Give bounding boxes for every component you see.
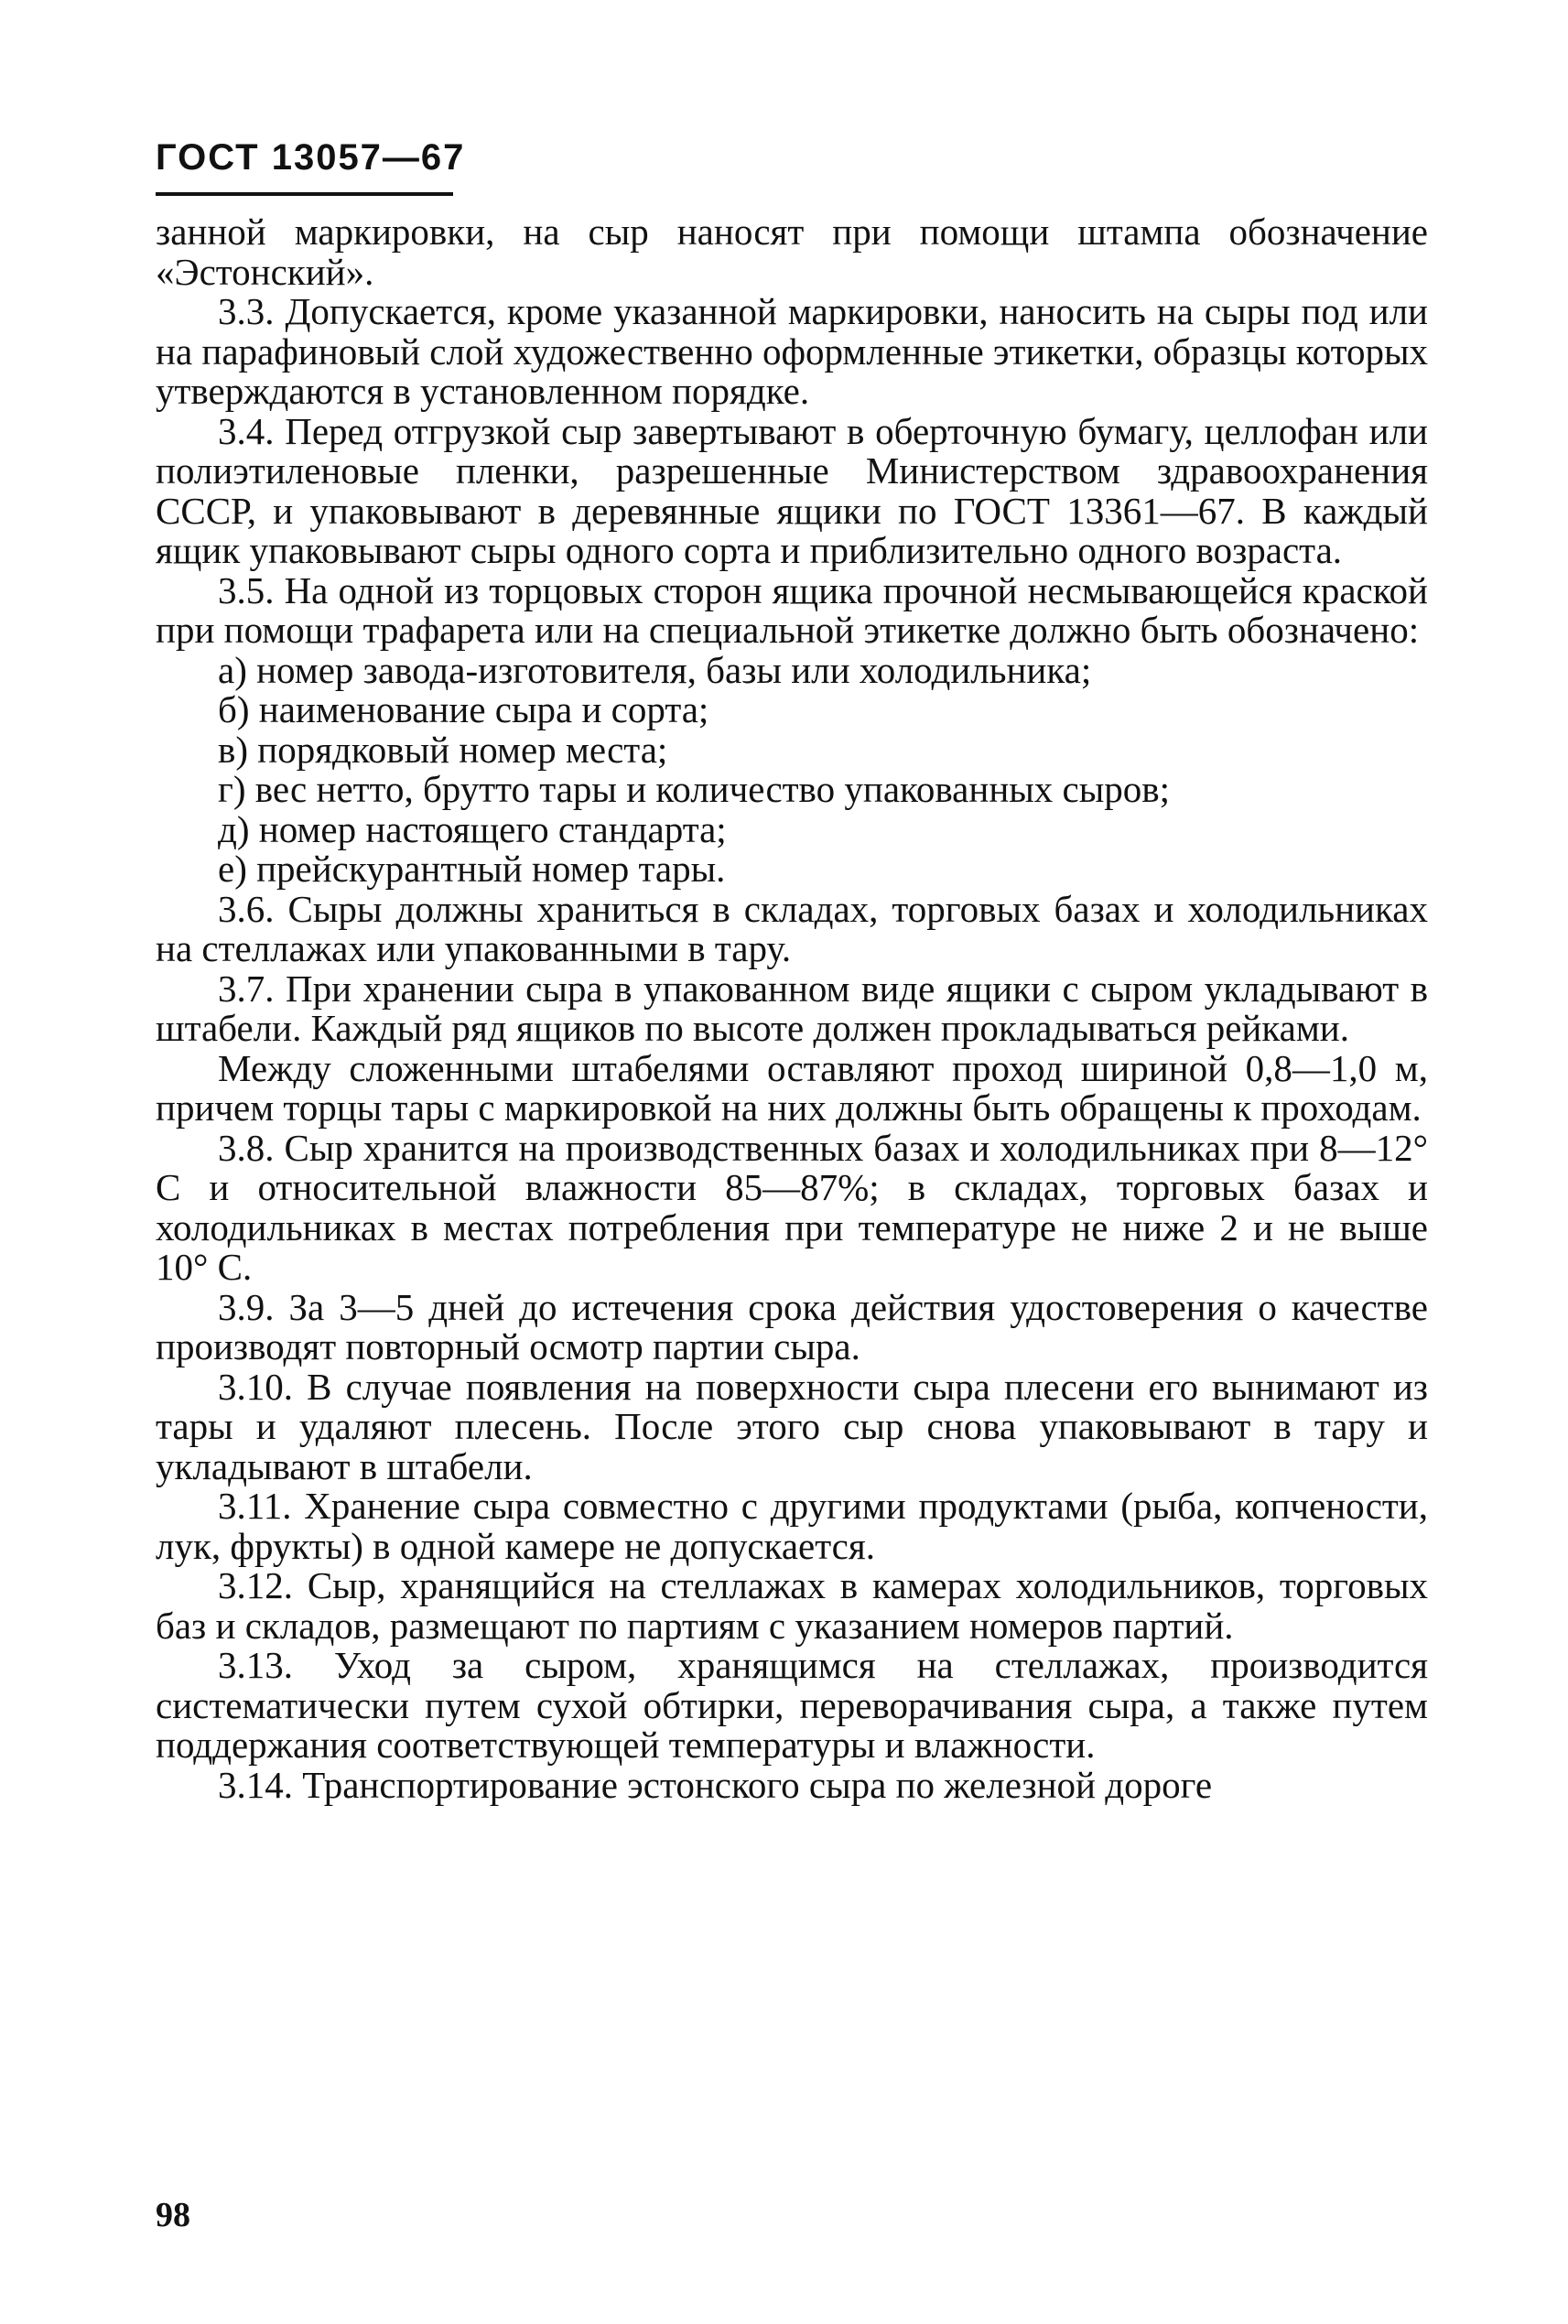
- list-item-g: г) вес нетто, брутто тары и количество упакованных сыров;: [218, 768, 1171, 810]
- paragraph-3-12: 3.12. Сыр, хранящийся на стеллажах в камерах холодильников, торговых баз и складов, размещают по партиям с указанием номеров партий.: [156, 1564, 1428, 1647]
- paragraph-continuation: занной маркировки, на сыр наносят при помощи штампа обозначение «Эстонский».: [156, 211, 1428, 293]
- list-item-d: д) номер настоящего стандарта;: [218, 807, 727, 850]
- paragraph-3-3: 3.3. Допускается, кроме указанной маркировки, наносить на сыры под или на парафиновый слой художественно оформленные этикетки, образцы которых утверждаются в установленном порядке.: [156, 290, 1428, 412]
- paragraph-3-11: 3.11. Хранение сыра совместно с другими продуктами (рыба, копчености, лук, фрукты) в одной камере не допускается.: [156, 1485, 1428, 1567]
- document-body: [156, 212, 1428, 1805]
- header-divider: [156, 192, 453, 196]
- list-item-a: а) номер завода-изготовителя, базы или холодильника;: [218, 648, 1092, 691]
- paragraph-3-14: 3.14. Транспортирование эстонского сыра по железной дороге: [218, 1763, 1213, 1806]
- page-number: 98: [156, 2196, 190, 2234]
- paragraph-3-13: 3.13. Уход за сыром, хранящимся на стеллажах, производится систематически путем сухой обтирки, переворачивания сыра, а также путем поддержания соответствующей температуры и влажности.: [156, 1644, 1428, 1766]
- paragraph-3-4: 3.4. Перед отгрузкой сыр завертывают в оберточную бумагу, целлофан или полиэтиленовые пленки, разрешенные Министерством здравоохранения СССР, и упаковывают в деревянные ящики по ГОСТ 13361—67. В каждый ящик упаковывают сыры одного сорта и приблизительно одного возраста.: [156, 409, 1428, 571]
- list-item-v: в) порядковый номер места;: [218, 728, 668, 771]
- paragraph-3-5: 3.5. На одной из торцовых сторон ящика прочной несмывающейся краской при помощи трафарета или на специальной этикетке должно быть обозначено:: [156, 568, 1428, 651]
- document-header: ГОСТ 13057—67: [156, 137, 466, 178]
- paragraph-3-9: 3.9. За 3—5 дней до истечения срока действия удостоверения о качестве производят повторный осмотр партии сыра.: [156, 1285, 1428, 1367]
- paragraph-3-7-cont: Между сложенными штабелями оставляют проход шириной 0,8—1,0 м, причем торцы тары с маркировкой на них должны быть обращены к проходам.: [156, 1046, 1428, 1129]
- paragraph-3-7: 3.7. При хранении сыра в упакованном виде ящики с сыром укладывают в штабели. Каждый ряд ящиков по высоте должен прокладываться рейками.: [156, 967, 1428, 1049]
- list-item-b: б) наименование сыра и сорта;: [218, 688, 709, 730]
- paragraph-3-8: 3.8. Сыр хранится на производственных базах и холодильниках при 8—12° С и относительной влажности 85—87%; в складах, торговых базах и холодильниках в местах потребления при температуре не ниже 2 и не выше 10° С.: [156, 1126, 1428, 1288]
- list-item-e: е) прейскурантный номер тары.: [218, 848, 726, 890]
- paragraph-3-10: 3.10. В случае появления на поверхности сыра плесени его вынимают из тары и удаляют плесень. После этого сыр снова упаковывают в тару и укладывают в штабели.: [156, 1365, 1428, 1487]
- paragraph-3-6: 3.6. Сыры должны храниться в складах, торговых базах и холодильниках на стеллажах или упакованными в тару.: [156, 887, 1428, 969]
